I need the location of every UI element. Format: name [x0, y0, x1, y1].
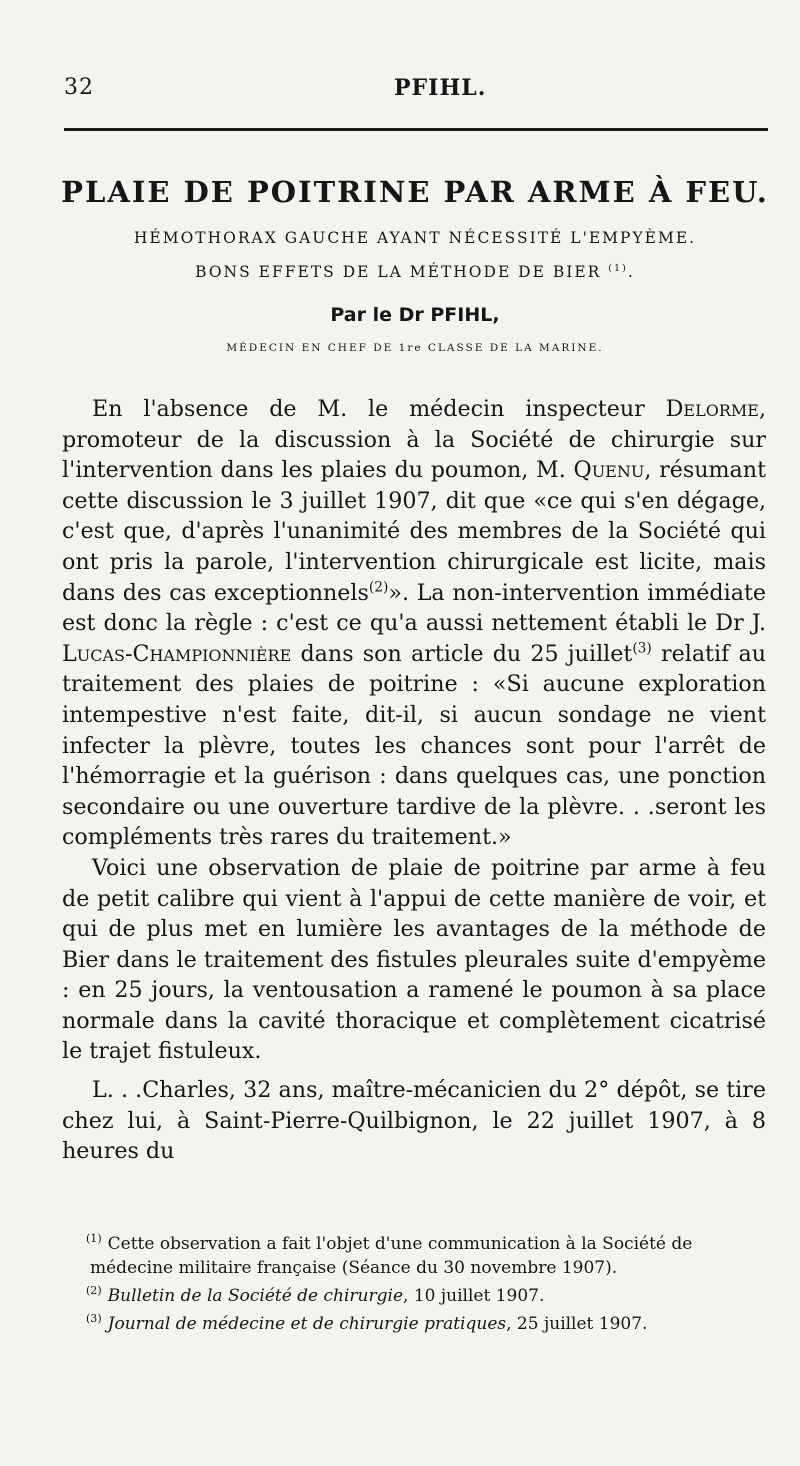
footnote-3-text: , 25 juillet 1907.	[506, 1314, 648, 1334]
subtitle-2-end: .	[627, 263, 635, 281]
paragraph-1	[62, 394, 766, 853]
name-quenu: Quenu	[573, 457, 645, 484]
article-title: PLAIE DE POITRINE PAR ARME À FEU.	[61, 175, 769, 209]
p1-text-e: dans son article du 25 juillet	[291, 640, 633, 667]
footnotes	[62, 1232, 762, 1340]
footnote-ref-2: (2)	[368, 579, 389, 596]
footnote-ref-3: (3)	[632, 640, 652, 657]
footnote-1-text: Cette observation a fait l'objet d'une communication à la Société de médecine militaire française (Séance du 30 novembre 1907).	[90, 1234, 693, 1278]
author-role: MÉDECIN EN CHEF DE 1re CLASSE DE LA MARINE.	[226, 342, 604, 354]
name-lucas-championniere: Lucas-Championnière	[62, 640, 292, 667]
footnote-3-mark: (3)	[86, 1312, 102, 1326]
footnote-2	[62, 1284, 762, 1308]
footnote-ref-1: (1)	[608, 262, 628, 274]
paragraph-3: L. . .Charles, 32 ans, maître-mécanicien du 2° dépôt, se tire chez lui, à Saint-Pierre-Quilbignon, le 22 juillet 1907, à 8 heures du	[62, 1077, 766, 1165]
running-head	[64, 75, 752, 105]
footnote-1-mark: (1)	[86, 1232, 102, 1246]
footnote-2-mark: (2)	[86, 1284, 102, 1298]
name-delorme: Delorme	[665, 396, 759, 422]
footnote-3-source: Journal de médecine et de chirurgie pratiques	[107, 1314, 507, 1334]
article-subtitle-2	[60, 260, 770, 284]
page-number: 32	[64, 75, 94, 100]
p1-text-b: , promoteur de la discussion à la Société de chirurgie sur l'intervention dans les plaies du poumon, M.	[62, 396, 766, 484]
p1-text-a: En l'absence de M. le médecin inspecteur	[92, 396, 666, 422]
footnote-1	[62, 1232, 762, 1280]
subtitle-2-text: BONS EFFETS DE LA MÉTHODE DE BIER	[195, 263, 602, 281]
article-subtitle-1: HÉMOTHORAX GAUCHE AYANT NÉCESSITÉ L'EMPYÈME.	[133, 229, 697, 247]
title-block	[60, 172, 770, 356]
p1-text-d: ». La non-intervention immédiate est donc la règle : c'est ce qu'a aussi nettement établi le Dr J.	[62, 579, 766, 637]
p1-text-c: , résumant cette discussion le 3 juillet 1907, dit que «ce qui s'en dégage, c'est que, d'après l'unanimité des membres de la Société qui ont pris la parole, l'intervention chirurgicale est licite, mais dans des cas exceptionnels	[62, 457, 766, 606]
p1-text-f: relatif au traitement des plaies de poitrine : «Si aucune exploration intempestive n'est faite, dit-il, si aucun sondage ne vient infecter la plèvre, toutes les chances sont pour l'arrêt de l'hémorragie et la guérison : dans quelques cas, une ponction secondaire ou une ouverture tardive de la plèvre. . .seront les compléments très rares du traitement.»	[62, 640, 766, 851]
running-title: PFIHL.	[394, 75, 487, 101]
footnote-2-source: Bulletin de la Société de chirurgie	[107, 1286, 404, 1306]
body-text	[62, 394, 766, 1167]
footnote-2-text: , 10 juillet 1907.	[403, 1286, 545, 1306]
paragraph-2: Voici une observation de plaie de poitrine par arme à feu de petit calibre qui vient à l'appui de cette manière de voir, et qui de plus met en lumière les avantages de la méthode de Bier dans le traitement des fistules pleurales suite d'empyème : en 25 jours, la ventousation a ramené le poumon à sa place normale dans la cavité thoracique et complètement cicatrisé le trajet fistuleux.	[62, 854, 766, 1065]
footnote-3	[62, 1312, 762, 1336]
author-line: Par le Dr PFIHL,	[330, 304, 500, 326]
header-rule	[64, 128, 768, 131]
